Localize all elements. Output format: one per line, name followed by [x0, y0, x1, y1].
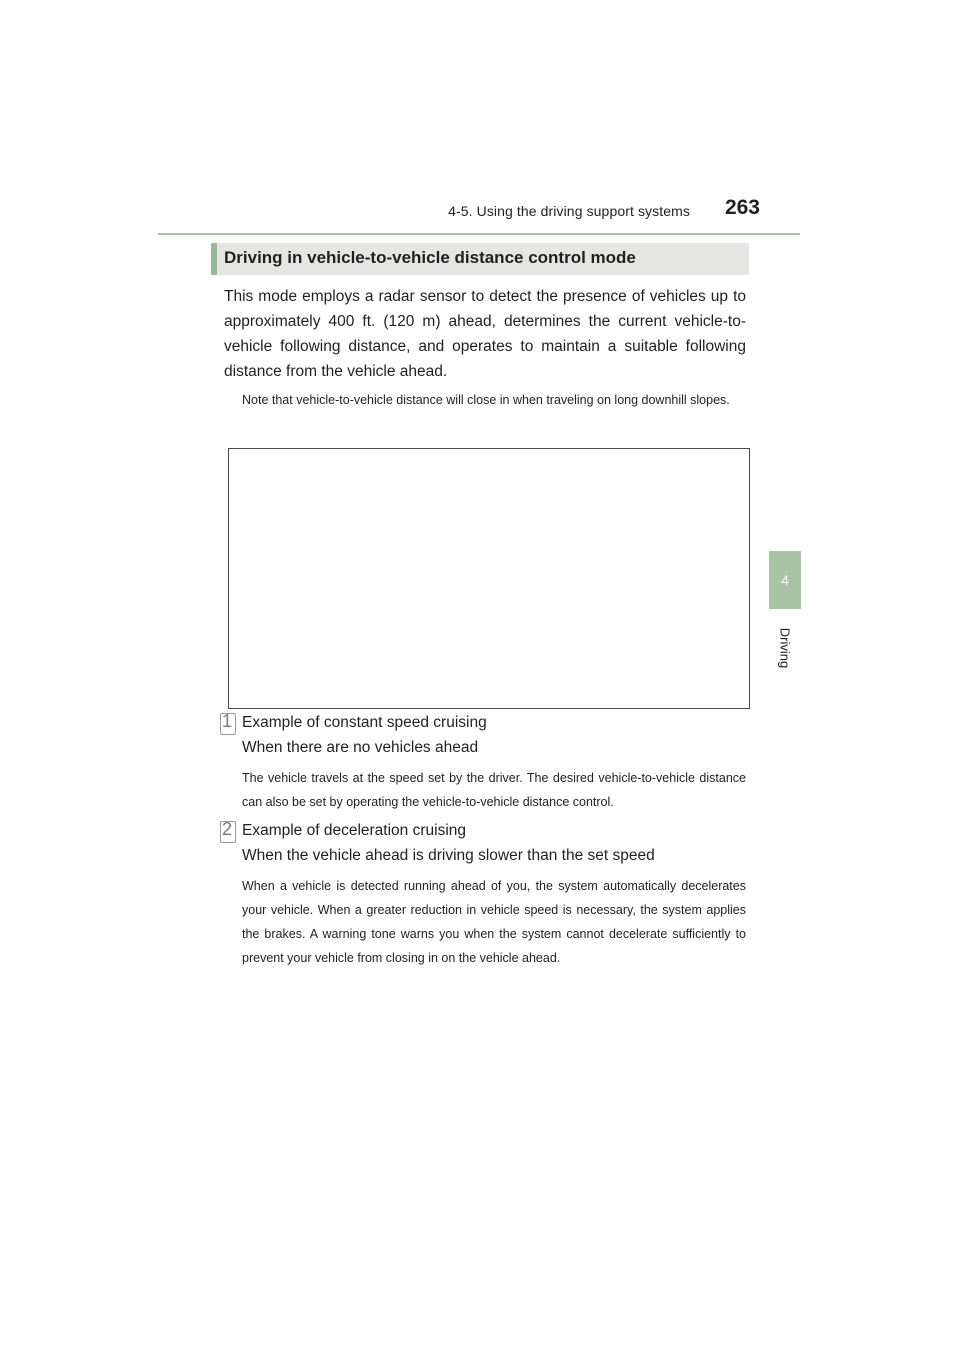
item-2-title — [242, 818, 655, 868]
illustration-frame — [228, 448, 750, 709]
chapter-tab: 4 — [769, 551, 801, 609]
section-heading-accent — [211, 243, 217, 275]
item-1-title-line2: When there are no vehicles ahead — [242, 739, 479, 756]
chapter-label-text: Driving — [777, 627, 793, 669]
item-2-title-line2: When the vehicle ahead is driving slower than the set speed — [242, 847, 655, 864]
item-2-note: When a vehicle is detected running ahead of you, the system automatically decelerates your vehicle. When a greater reduction in vehicle speed is necessary, the system applies the brakes. A warning tone warns you when the system cannot decelerate sufficiently to prevent your vehicle from closing in on the vehicle ahead. — [242, 879, 746, 965]
section-heading: Driving in vehicle-to-vehicle distance control mode — [224, 248, 636, 267]
chapter-label — [757, 628, 813, 668]
running-header: 4-5. Using the driving support systems — [448, 203, 690, 219]
item-1-title-line1: Example of constant speed cruising — [242, 714, 487, 731]
header-divider — [158, 233, 800, 235]
item-2-title-line1: Example of deceleration cruising — [242, 822, 467, 839]
callout-number-1 — [222, 711, 234, 732]
callout-number-2-text: 2 — [222, 819, 233, 839]
page-number: 263 — [724, 196, 760, 219]
item-1-note: The vehicle travels at the speed set by the driver. The desired vehicle-to-vehicle distance can also be set by operating the vehicle-to-vehicle distance control. — [242, 771, 746, 809]
callout-number-2 — [222, 819, 234, 840]
intro-note: Note that vehicle-to-vehicle distance will close in when traveling on long downhill slopes. — [242, 393, 730, 407]
intro-paragraph: This mode employs a radar sensor to detect the presence of vehicles up to approximately 400 ft. (120 m) ahead, determines the current vehicle-to-vehicle following distance, and operates to maintain a suitable following distance from the vehicle ahead. — [224, 288, 746, 380]
item-1-title — [242, 710, 487, 760]
callout-number-1-text: 1 — [222, 711, 233, 731]
